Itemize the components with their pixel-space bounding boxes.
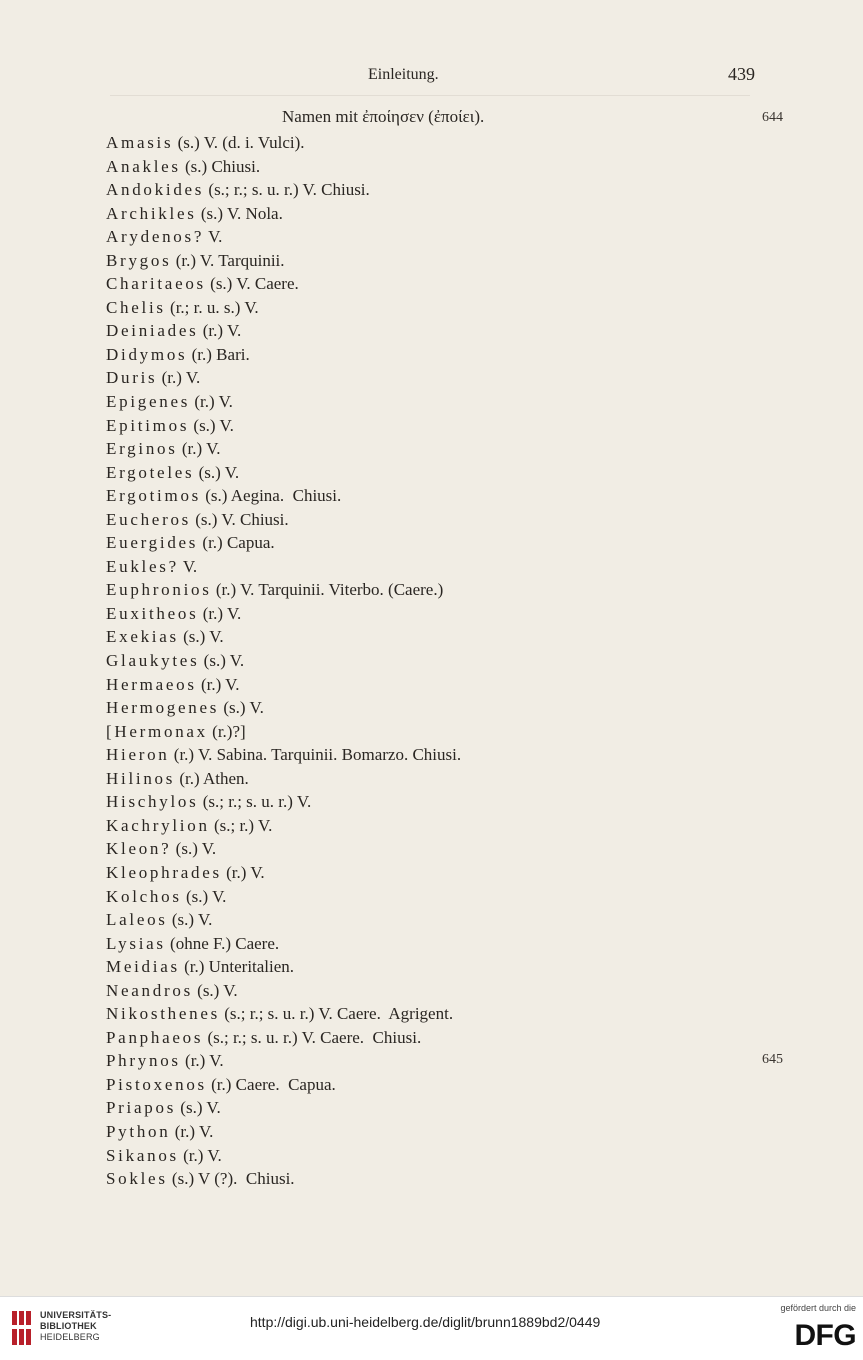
sponsor-label: gefördert durch die bbox=[780, 1303, 856, 1313]
potter-name: Hermaeos bbox=[106, 674, 197, 694]
entry-details: (s.) Chiusi. bbox=[185, 156, 261, 176]
entry-details: (s.) Aegina. Chiusi. bbox=[205, 486, 342, 506]
entry-details: (r.) Athen. bbox=[179, 768, 249, 788]
entry-details: (s.) V. bbox=[185, 886, 227, 906]
list-item bbox=[106, 296, 461, 320]
list-item bbox=[106, 908, 461, 932]
list-item bbox=[106, 885, 461, 909]
potter-name: Sokles bbox=[106, 1169, 168, 1189]
entry-details: (r.) V. Tarquinii. Viterbo. (Caere.) bbox=[215, 580, 444, 600]
entry-details: (r.) V. Sabina. Tarquinii. Bomarzo. Chiusi. bbox=[173, 745, 462, 765]
list-item bbox=[106, 979, 461, 1003]
entry-details: (s.) V (?). Chiusi. bbox=[171, 1169, 295, 1189]
entry-details: (r.) V. bbox=[181, 439, 221, 459]
entry-details: (r.) V. Tarquinii. bbox=[175, 250, 285, 270]
margin-number-645: 645 bbox=[762, 1052, 783, 1067]
entry-details: (r.) V. bbox=[226, 862, 265, 882]
bleed-through-rule bbox=[110, 95, 750, 96]
potter-name: [Hermonax bbox=[106, 721, 208, 741]
potter-name: Hieron bbox=[106, 745, 170, 765]
list-item bbox=[106, 249, 461, 273]
potter-name: Archikles bbox=[106, 203, 197, 223]
library-emblem-icon bbox=[10, 1309, 34, 1347]
entry-details: (s.) V. bbox=[223, 698, 264, 718]
entry-details: (r.) V. bbox=[194, 392, 233, 412]
entry-details: (ohne F.) Caere. bbox=[170, 933, 280, 953]
entry-details: (s.) V. bbox=[203, 651, 245, 671]
library-name-line2: BIBLIOTHEK bbox=[40, 1321, 97, 1331]
potter-name: Eukles? bbox=[106, 556, 179, 576]
list-item bbox=[106, 437, 461, 461]
running-head-title: Einleitung. bbox=[368, 66, 439, 83]
potter-name: Brygos bbox=[106, 250, 172, 270]
list-item bbox=[106, 131, 461, 155]
potter-name: Erginos bbox=[106, 439, 178, 459]
list-item bbox=[106, 578, 461, 602]
list-item bbox=[106, 625, 461, 649]
potter-name: Andokides bbox=[106, 180, 205, 200]
list-item bbox=[106, 767, 461, 791]
list-item bbox=[106, 319, 461, 343]
list-item bbox=[106, 1096, 461, 1120]
footer-bar bbox=[0, 1296, 863, 1360]
name-list bbox=[106, 131, 461, 1191]
list-item bbox=[106, 1120, 461, 1144]
list-item bbox=[106, 1073, 461, 1097]
sponsor-block[interactable] bbox=[752, 1303, 856, 1355]
entry-details: (s.) V. Nola. bbox=[200, 203, 283, 223]
list-item bbox=[106, 1167, 461, 1191]
potter-name: Ergoteles bbox=[106, 462, 195, 482]
list-item bbox=[106, 1002, 461, 1026]
potter-name: Chelis bbox=[106, 297, 166, 317]
potter-name: Meidias bbox=[106, 957, 180, 977]
entry-details: (r.) V. bbox=[174, 1121, 214, 1141]
entry-details: (s.) V. bbox=[198, 462, 240, 482]
entry-details: (s.) V. bbox=[180, 1098, 221, 1118]
library-name-line1: UNIVERSITÄTS- bbox=[40, 1310, 112, 1320]
entry-details: (s.) V. (d. i. Vulci). bbox=[177, 133, 305, 152]
entry-details: (r.) Capua. bbox=[202, 533, 275, 553]
potter-name: Epigenes bbox=[106, 392, 191, 412]
list-item bbox=[106, 225, 461, 249]
entry-details: (r.) Bari. bbox=[191, 344, 250, 364]
list-item bbox=[106, 814, 461, 838]
list-item bbox=[106, 202, 461, 226]
potter-name: Deiniades bbox=[106, 321, 199, 341]
potter-name: Priapos bbox=[106, 1098, 177, 1118]
potter-name: Ergotimos bbox=[106, 486, 202, 506]
potter-name: Hilinos bbox=[106, 768, 176, 788]
list-item bbox=[106, 414, 461, 438]
potter-name: Glaukytes bbox=[106, 651, 200, 671]
entry-details: (r.) Unteritalien. bbox=[184, 957, 295, 977]
library-name bbox=[40, 1310, 111, 1343]
potter-name: Euergides bbox=[106, 533, 199, 553]
list-item bbox=[106, 390, 461, 414]
library-name-line3: HEIDELBERG bbox=[40, 1332, 100, 1342]
entry-details: (r.) V. bbox=[185, 1051, 224, 1071]
potter-name: Kleon? bbox=[106, 839, 172, 859]
entry-details: (r.) V. bbox=[161, 368, 201, 388]
list-item bbox=[106, 1144, 461, 1168]
potter-name: Pistoxenos bbox=[106, 1074, 207, 1094]
potter-name: Kolchos bbox=[106, 886, 182, 906]
list-item bbox=[106, 837, 461, 861]
list-item bbox=[106, 366, 461, 390]
list-item bbox=[106, 932, 461, 956]
potter-name: Didymos bbox=[106, 344, 188, 364]
list-item bbox=[106, 1049, 461, 1073]
list-item bbox=[106, 861, 461, 885]
list-item bbox=[106, 272, 461, 296]
list-item bbox=[106, 555, 461, 579]
potter-name: Euxitheos bbox=[106, 603, 199, 623]
entry-details: (s.) V. Caere. bbox=[210, 274, 299, 294]
list-item bbox=[106, 508, 461, 532]
potter-name: Panphaeos bbox=[106, 1027, 204, 1047]
library-logo[interactable] bbox=[10, 1305, 130, 1353]
entry-details: (r.; r. u. s.) V. bbox=[170, 297, 259, 317]
list-item bbox=[106, 696, 461, 720]
potter-name: Epitimos bbox=[106, 415, 190, 435]
potter-name: Arydenos? bbox=[106, 227, 205, 247]
list-item bbox=[106, 743, 461, 767]
potter-name: Amasis bbox=[106, 133, 174, 152]
permalink-url[interactable]: http://digi.ub.uni-heidelberg.de/diglit/brunn1889bd2/0449 bbox=[250, 1314, 601, 1330]
potter-name: Phrynos bbox=[106, 1051, 181, 1071]
list-item bbox=[106, 484, 461, 508]
potter-name: Exekias bbox=[106, 627, 179, 647]
list-item bbox=[106, 955, 461, 979]
list-item bbox=[106, 461, 461, 485]
potter-name: Hischylos bbox=[106, 792, 199, 812]
entry-details: (r.) V. bbox=[183, 1145, 222, 1165]
potter-name: Anakles bbox=[106, 156, 181, 176]
potter-name: Kachrylion bbox=[106, 815, 210, 835]
list-item bbox=[106, 1026, 461, 1050]
potter-name: Kleophrades bbox=[106, 862, 222, 882]
page-number: 439 bbox=[728, 64, 755, 84]
entry-details: (r.) V. bbox=[202, 603, 242, 623]
list-item bbox=[106, 343, 461, 367]
entry-details: (r.) Caere. Capua. bbox=[211, 1074, 336, 1094]
entry-details: (r.)?] bbox=[212, 721, 246, 741]
entry-details: (r.) V. bbox=[202, 321, 242, 341]
list-item bbox=[106, 790, 461, 814]
potter-name: Nikosthenes bbox=[106, 1004, 220, 1024]
dfg-logo: DFG bbox=[794, 1319, 856, 1352]
entry-details: (s.) V. bbox=[171, 910, 213, 930]
entry-details: (s.; r.; s. u. r.) V. Caere. Agrigent. bbox=[224, 1004, 454, 1024]
potter-name: Euphronios bbox=[106, 580, 212, 600]
entry-details: (s.) V. Chiusi. bbox=[195, 509, 289, 529]
list-item bbox=[106, 673, 461, 697]
list-item bbox=[106, 720, 461, 744]
entry-details: (s.) V. bbox=[175, 839, 217, 859]
potter-name: Duris bbox=[106, 368, 158, 388]
entry-details: (s.; r.; s. u. r.) V. Chiusi. bbox=[208, 180, 370, 200]
entry-details: (s.) V. bbox=[183, 627, 224, 647]
entry-details: (s.) V. bbox=[193, 415, 234, 435]
entry-details: (r.) V. bbox=[200, 674, 240, 694]
entry-details: (s.; r.; s. u. r.) V. Caere. Chiusi. bbox=[207, 1027, 422, 1047]
list-item bbox=[106, 602, 461, 626]
potter-name: Python bbox=[106, 1121, 171, 1141]
potter-name: Charitaeos bbox=[106, 274, 206, 294]
list-item bbox=[106, 178, 461, 202]
section-title: Namen mit ἐποίησεν (ἐποίει). bbox=[282, 107, 485, 126]
potter-name: Sikanos bbox=[106, 1145, 179, 1165]
potter-name: Lysias bbox=[106, 933, 166, 953]
list-item bbox=[106, 155, 461, 179]
potter-name: Neandros bbox=[106, 980, 193, 1000]
margin-number-644: 644 bbox=[762, 110, 783, 125]
potter-name: Eucheros bbox=[106, 509, 192, 529]
list-item bbox=[106, 649, 461, 673]
entry-details: V. bbox=[208, 227, 223, 247]
list-item bbox=[106, 531, 461, 555]
potter-name: Hermogenes bbox=[106, 698, 220, 718]
entry-details: V. bbox=[182, 556, 198, 576]
entry-details: (s.; r.; s. u. r.) V. bbox=[202, 792, 312, 812]
potter-name: Laleos bbox=[106, 910, 168, 930]
running-head bbox=[0, 62, 863, 86]
entry-details: (s.; r.) V. bbox=[213, 815, 273, 835]
entry-details: (s.) V. bbox=[197, 980, 238, 1000]
